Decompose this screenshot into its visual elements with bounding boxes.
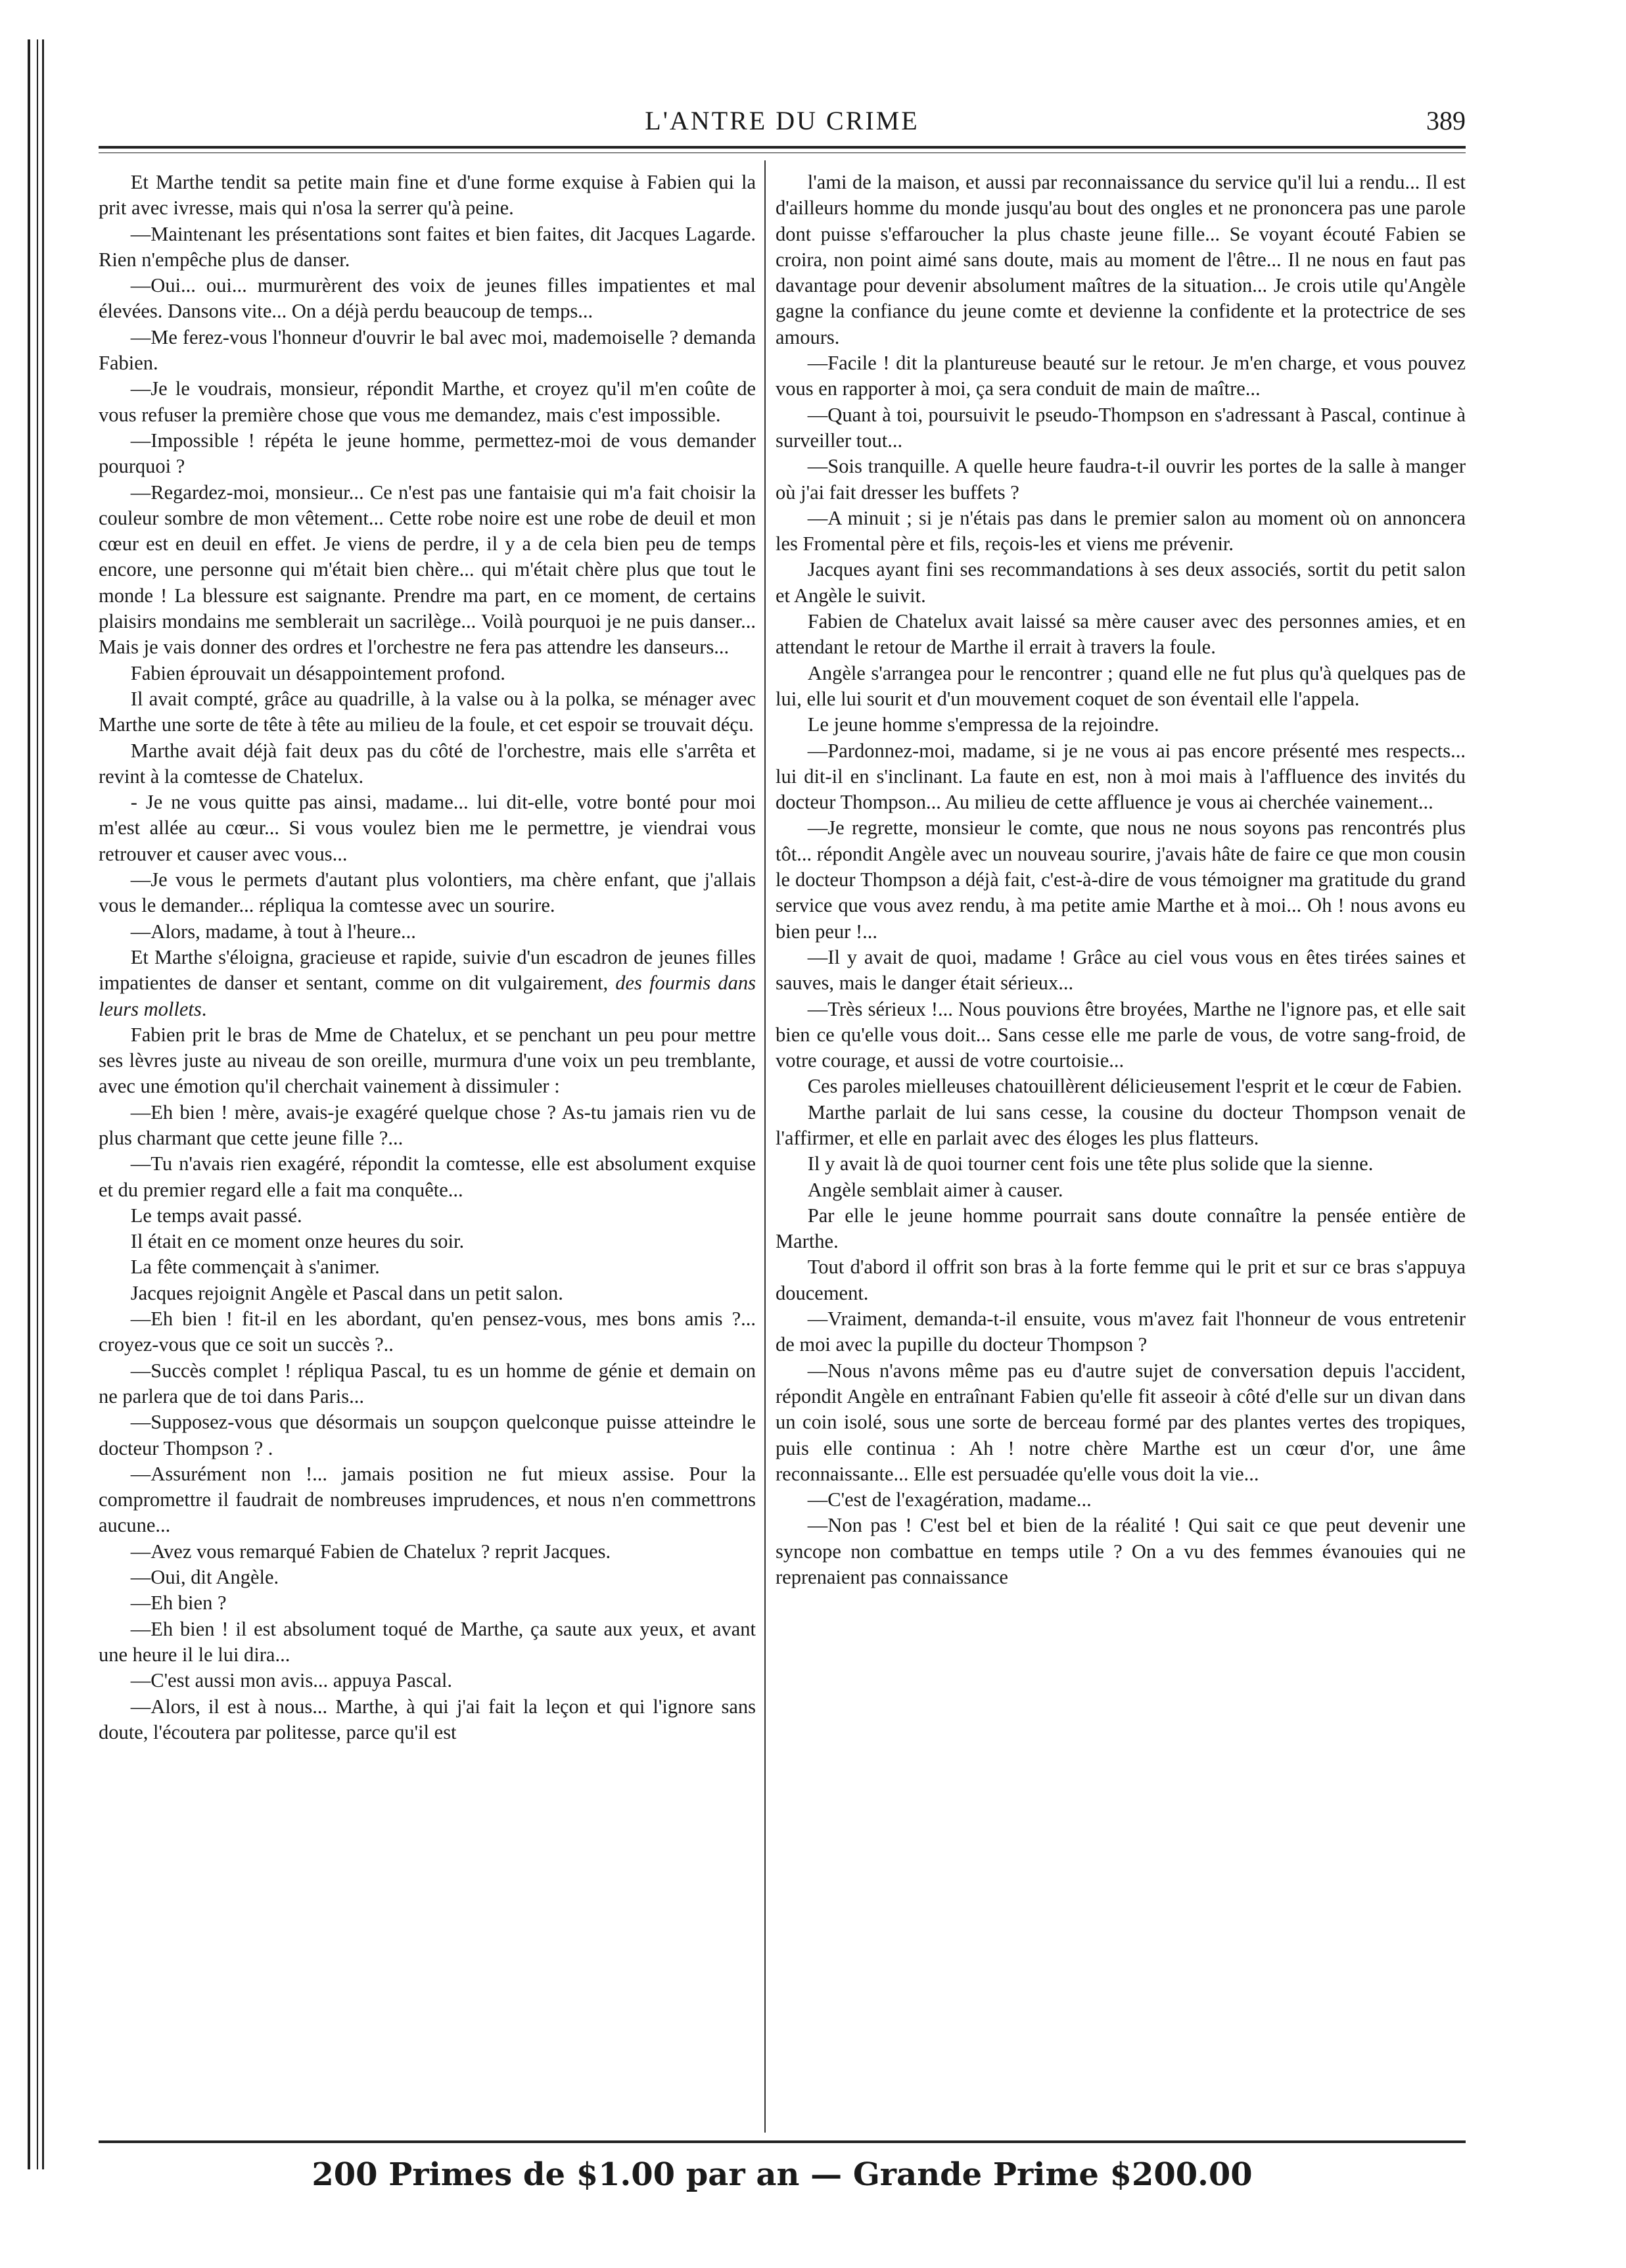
paragraph: —Oui... oui... murmurèrent des voix de jeunes filles impatientes et mal élevées. Dansons vite... On a déjà perdu beaucoup de temps... (99, 274, 756, 323)
paragraph: —Eh bien ? (130, 1592, 227, 1615)
column-divider (764, 160, 766, 2133)
paragraph: Marthe parlait de lui sans cesse, la cousine du docteur Thompson venait de l'affirmer, et elle en parlait avec des éloges les plus flatteurs. (776, 1100, 1466, 1149)
paragraph: —Avez vous remarqué Fabien de Chatelux ? reprit Jacques. (130, 1540, 611, 1563)
paragraph: —C'est aussi mon avis... appuya Pascal. (130, 1669, 452, 1692)
paragraph: Le jeune homme s'empressa de la rejoindre. (807, 713, 1159, 736)
paragraph: —Je vous le permets d'autant plus volontiers, ma chère enfant, que j'allais vous le demander... répliqua la comtesse avec un sourire. (99, 868, 756, 917)
paragraph: —Me ferez-vous l'honneur d'ouvrir le bal avec moi, mademoiselle ? demanda Fabien. (99, 325, 756, 375)
paragraph: Marthe avait déjà fait deux pas du côté de l'orchestre, mais elle s'arrêta et revint à la comtesse de Chatelux. (99, 739, 756, 788)
paragraph: Et Marthe tendit sa petite main fine et d'une forme exquise à Fabien qui la prit avec ivresse, mais qui n'osa la serrer qu'à peine. (99, 171, 756, 220)
paragraph: —Facile ! dit la plantureuse beauté sur le retour. Je m'en charge, et vous pouvez vous en rapporter à moi, ça sera conduit de main de maître... (776, 352, 1466, 400)
paragraph: l'ami de la maison, et aussi par reconnaissance du service qu'il lui a rendu... Il est d'ailleurs homme du monde jusqu'au bout des ongles et ne prononcera pas une parole dont puisse s'effaroucher la plus chaste jeune fille... Se voyant écouté Fabien se croira, non point aimé sans doute, mais au moment de l'être... Il ne nous en faut pas davantage pour devenir absolument maîtres de la situation... Je crois utile qu'Angèle gagne la confiance du jeune comte et devienne la confidente et la protectrice de ses amours. (776, 171, 1466, 348)
footer-prize-notice: 200 Primes de $1.00 par an — Grande Prime $200.00 (312, 2156, 1253, 2193)
paragraph: Par elle le jeune homme pourrait sans doute connaître la pensée entière de Marthe. (776, 1204, 1466, 1253)
paragraph: Ces paroles mielleuses chatouillèrent délicieusement l'esprit et le cœur de Fabien. (807, 1075, 1462, 1098)
paragraph: Fabien éprouvait un désappointement profond. (130, 661, 505, 684)
paragraph: —C'est de l'exagération, madame... (807, 1488, 1092, 1511)
paragraph: —Maintenant les présentations sont faites et bien faites, dit Jacques Lagarde. Rien n'empêche plus de danser. (99, 222, 756, 271)
paragraph: —Assurément non !... jamais position ne fut mieux assise. Pour la compromettre il faudrait de nombreuses imprudences, et nous n'en commettrons aucune... (99, 1462, 756, 1537)
paragraph: Fabien de Chatelux avait laissé sa mère causer avec des personnes amies, et en attendant le retour de Marthe il errait à travers la foule. (776, 610, 1466, 659)
paragraph: —Il y avait de quoi, madame ! Grâce au ciel vous vous en êtes tirées saines et sauves, mais le danger était sérieux... (776, 945, 1466, 995)
paragraph: Jacques rejoignit Angèle et Pascal dans un petit salon. (130, 1281, 563, 1304)
paragraph: Fabien prit le bras de Mme de Chatelux, et se penchant un peu pour mettre ses lèvres juste au niveau de son oreille, murmura d'une voix un peu tremblante, avec une émotion qu'il cherchait vainement à dissimuler : (99, 1023, 756, 1098)
page-number: 389 (1426, 106, 1466, 135)
page-binding-edge (0, 0, 79, 2268)
italic-phrase: des fourmis dans leurs mollets (99, 972, 756, 1020)
paragraph: Il avait compté, grâce au quadrille, à la valse ou à la polka, se ménager avec Marthe une sorte de tête à tête au milieu de la foule, et cet espoir se trouvait déçu. (99, 687, 756, 736)
binding-line (28, 39, 30, 2169)
paragraph: Angèle s'arrangea pour le rencontrer ; quand elle ne fut plus qu'à quelques pas de lui, elle lui sourit et d'un mouvement coquet de son éventail elle l'appela. (776, 661, 1466, 710)
paragraph: —Supposez-vous que désormais un soupçon quelconque puisse atteindre le docteur Thompson ? . (99, 1411, 756, 1459)
paragraph: —Je regrette, monsieur le comte, que nous ne nous soyons pas rencontrés plus tôt... répondit Angèle avec un nouveau sourire, j'avais hâte de faire ce que mon cousin le docteur Thompson a déjà fait, c'est-à-dire de vous témoigner ma gratitude du grand service que vous avez rendu, à ma petite amie Marthe et à moi... Oh ! nous avons eu bien peur !... (776, 816, 1466, 943)
paragraph: —Succès complet ! répliqua Pascal, tu es un homme de génie et demain on ne parlera que de toi dans Paris... (99, 1359, 756, 1407)
paragraph: —Pardonnez-moi, madame, si je ne vous ai pas encore présenté mes respects... lui dit-il en s'inclinant. La faute en est, non à moi mais à l'affluence des invités du docteur Thompson... Au milieu de cette affluence je vous ai cherchée vainement... (776, 739, 1466, 814)
paragraph: —Eh bien ! fit-il en les abordant, qu'en pensez-vous, mes bons amis ?... croyez-vous que ce soit un succès ?.. (99, 1308, 756, 1356)
running-title: L'ANTRE DU CRIME (645, 106, 919, 135)
footer-rule (99, 2140, 1466, 2143)
paragraph: —Vraiment, demanda-t-il ensuite, vous m'avez fait l'honneur de vous entretenir de moi avec la pupille du docteur Thompson ? (776, 1308, 1466, 1356)
binding-line (37, 39, 38, 2169)
paragraph: Le temps avait passé. (130, 1204, 302, 1227)
paragraph: Tout d'abord il offrit son bras à la forte femme qui le prit et sur ce bras s'appuya doucement. (776, 1256, 1466, 1304)
paragraph: La fête commençait à s'animer. (130, 1256, 380, 1279)
paragraph: Jacques ayant fini ses recommandations à ses deux associés, sortit du petit salon et Angèle le suivit. (776, 558, 1466, 607)
paragraph: Il était en ce moment onze heures du soir. (130, 1230, 465, 1253)
header-rule (99, 146, 1466, 149)
paragraph: —Regardez-moi, monsieur... Ce n'est pas une fantaisie qui m'a fait choisir la couleur sombre de mon vêtement... Cette robe noire est une robe de deuil et mon cœur est en deuil en effet. Je viens de perdre, il y a de cela bien peu de temps encore, une personne qui m'était bien chère... qui m'était chère plus que tout le monde ! La blessure est saignante. Prendre ma part, en ce moment, de certains plaisirs mondains me semblerait un sacrilège... Voilà pourquoi je ne puis danser... Mais je vais donner des ordres et l'orchestre ne fera pas attendre les danseurs... (99, 481, 756, 659)
right-column (776, 170, 1466, 2129)
paragraph: —Nous n'avons même pas eu d'autre sujet de conversation depuis l'accident, répondit Angèle en entraînant Fabien qu'elle fit asseoir à côté d'elle sur un divan dans un coin isolé, sous une sorte de berceau formé par des plantes vertes des tropiques, puis elle continua : Ah ! notre chère Marthe est un cœur d'or, une âme reconnaissante... Elle est persuadée qu'elle vous doit la vie... (776, 1359, 1466, 1485)
paragraph: —Je le voudrais, monsieur, répondit Marthe, et croyez qu'il m'en coûte de vous refuser la première chose que vous me demandez, mais c'est impossible. (99, 377, 756, 426)
paragraph: —Impossible ! répéta le jeune homme, permettez-moi de vous demander pourquoi ? (99, 429, 756, 478)
paragraph: —A minuit ; si je n'étais pas dans le premier salon au moment où on annoncera les Fromental père et fils, reçois-les et viens me prévenir. (776, 506, 1466, 555)
paragraph: Angèle semblait aimer à causer. (807, 1178, 1063, 1201)
paragraph: —Tu n'avais rien exagéré, répondit la comtesse, elle est absolument exquise et du premier regard elle a fait ma conquête... (99, 1152, 756, 1201)
paragraph: —Sois tranquille. A quelle heure faudra-t-il ouvrir les portes de la salle à manger où j'ai fait dresser les buffets ? (776, 455, 1466, 504)
paragraph: —Eh bien ! mère, avais-je exagéré quelque chose ? As-tu jamais rien vu de plus charmant que cette jeune fille ?... (99, 1100, 756, 1149)
paragraph: —Très sérieux !... Nous pouvions être broyées, Marthe ne l'ignore pas, et elle sait bien ce qu'elle vous doit... Sans cesse elle me parle de vous, de votre sang-froid, de votre courage, et aussi de votre courtoisie... (776, 997, 1466, 1072)
paragraph: —Alors, il est à nous... Marthe, à qui j'ai fait la leçon et qui l'ignore sans doute, l'écoutera par politesse, parce qu'il est (99, 1695, 756, 1743)
page-header (99, 105, 1466, 151)
paragraph: —Oui, dit Angèle. (130, 1566, 279, 1589)
paragraph: - Je ne vous quitte pas ainsi, madame... lui dit-elle, votre bonté pour moi m'est allée au cœur... Si vous voulez bien me le permettre, je viendrai vous retrouver et causer avec vous... (99, 791, 756, 865)
paragraph: —Quant à toi, poursuivit le pseudo-Thompson en s'adressant à Pascal, continue à surveiller tout... (776, 403, 1466, 452)
left-column (99, 170, 756, 2129)
binding-line (42, 39, 44, 2169)
paragraph: —Alors, madame, à tout à l'heure... (130, 920, 416, 943)
paragraph: —Eh bien ! il est absolument toqué de Marthe, ça saute aux yeux, et avant une heure il le lui dira... (99, 1617, 756, 1666)
paragraph: —Non pas ! C'est bel et bien de la réalité ! Qui sait ce que peut devenir une syncope non combattue en temps utile ? On a vu des femmes évanouies qui ne reprenaient pas connaissance (776, 1514, 1466, 1589)
paragraph: Il y avait là de quoi tourner cent fois une tête plus solide que la sienne. (807, 1152, 1374, 1175)
paragraph: Et Marthe s'éloigna, gracieuse et rapide, suivie d'un escadron de jeunes filles impatientes de danser et sentant, comme on dit vulgairement, des fourmis dans leurs mollets. (99, 945, 756, 1020)
